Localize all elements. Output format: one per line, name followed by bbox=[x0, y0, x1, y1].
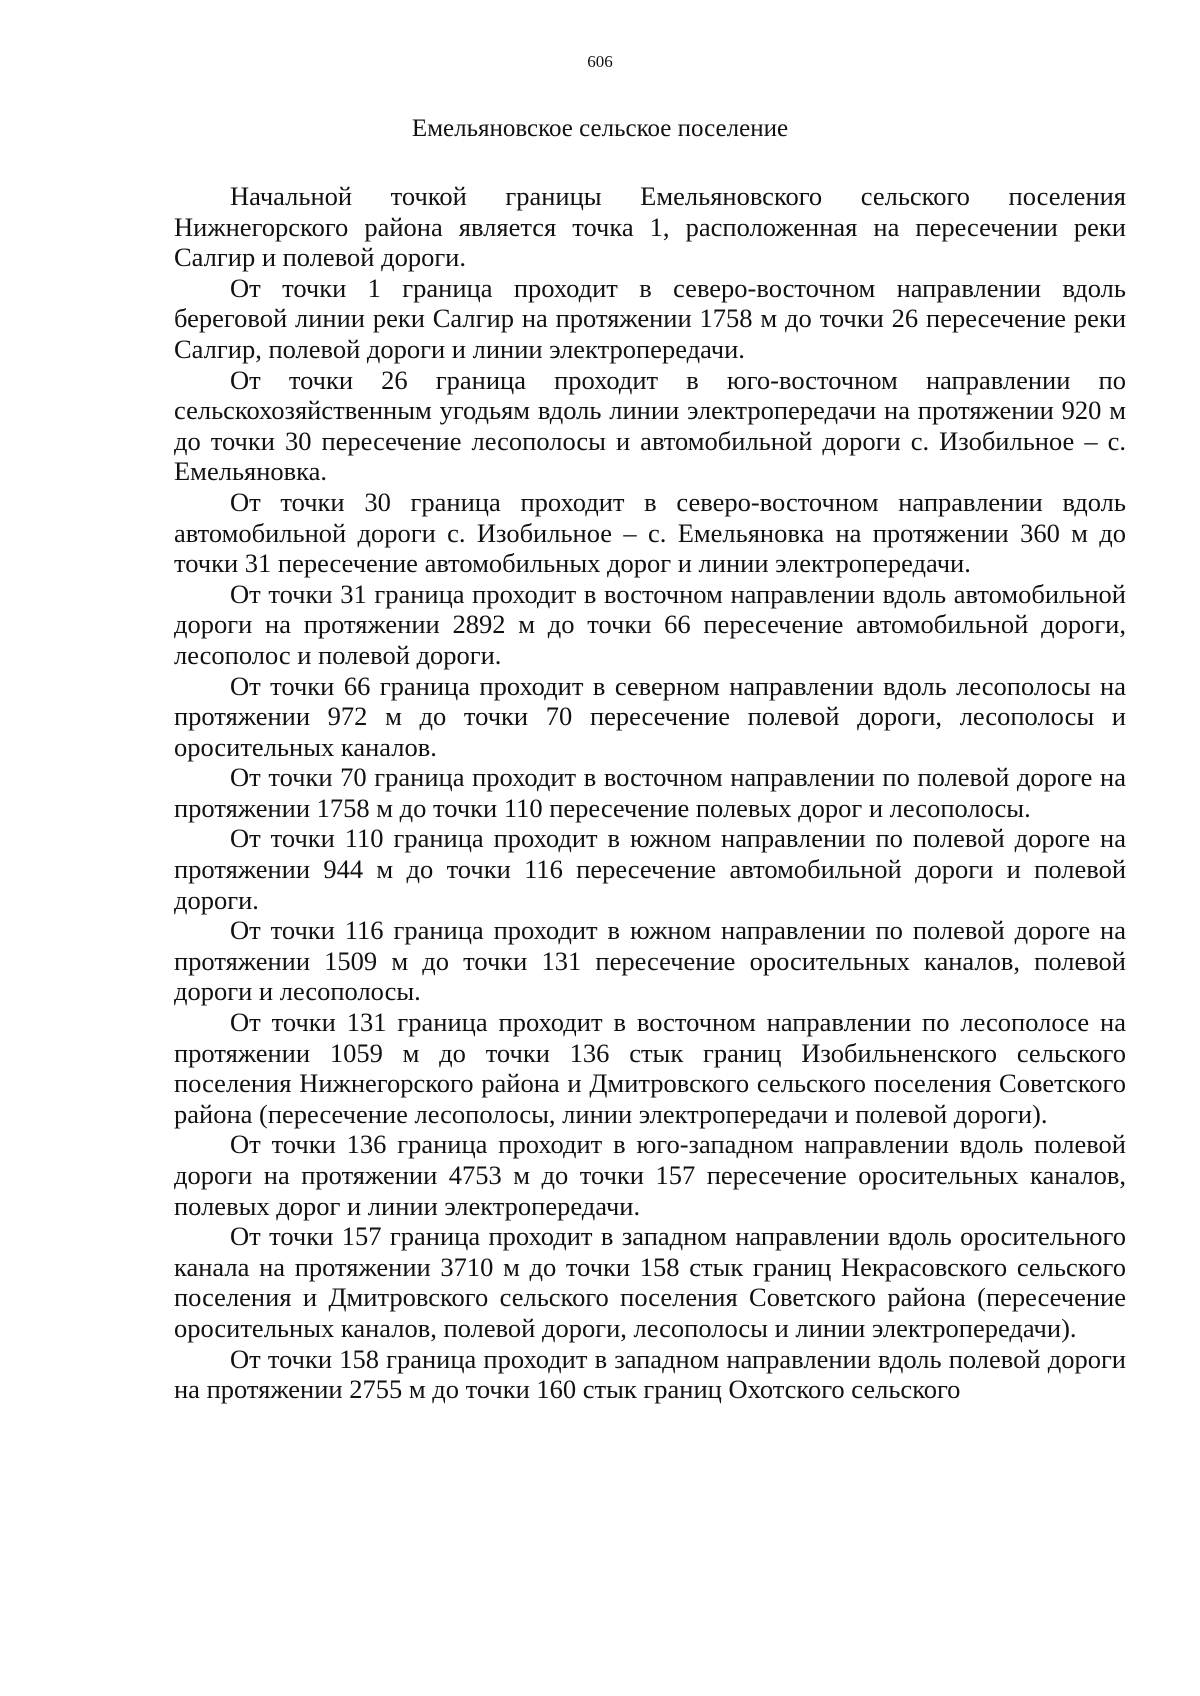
document-body bbox=[174, 181, 1126, 1405]
document-title: Емельяновское сельское поселение bbox=[411, 115, 789, 142]
paragraph: От точки 157 граница проходит в западном направлении вдоль оросительного канала на протяжении 3710 м до точки 158 стык границ Некрасовского сельского поселения и Дмитровского сельского поселения Советского района (пересечение оросительных каналов, полевой дороги, лесополосы и линии электропередачи). bbox=[174, 1221, 1126, 1343]
paragraph: От точки 136 граница проходит в юго-западном направлении вдоль полевой дороги на протяжении 4753 м до точки 157 пересечение оросительных каналов, полевых дорог и линии электропередачи. bbox=[174, 1129, 1126, 1221]
paragraph: От точки 31 граница проходит в восточном направлении вдоль автомобильной дороги на протяжении 2892 м до точки 66 пересечение автомобильной дороги, лесополос и полевой дороги. bbox=[174, 578, 1126, 670]
paragraph: От точки 1 граница проходит в северо-восточном направлении вдоль береговой линии реки Салгир на протяжении 1758 м до точки 26 пересечение реки Салгир, полевой дороги и линии электропередачи. bbox=[174, 272, 1126, 364]
paragraph: От точки 110 граница проходит в южном направлении по полевой дороге на протяжении 944 м до точки 116 пересечение автомобильной дороги и полевой дороги. bbox=[174, 823, 1126, 915]
page-number: 606 bbox=[587, 52, 613, 71]
paragraph: От точки 158 граница проходит в западном направлении вдоль полевой дороги на протяжении 2755 м до точки 160 стык границ Охотского сельского bbox=[174, 1343, 1126, 1405]
paragraph: От точки 66 граница проходит в северном направлении вдоль лесополосы на протяжении 972 м до точки 70 пересечение полевой дороги, лесополосы и оросительных каналов. bbox=[174, 670, 1126, 762]
paragraph: Начальной точкой границы Емельяновского сельского поселения Нижнегорского района является точка 1, расположенная на пересечении реки Салгир и полевой дороги. bbox=[174, 181, 1126, 273]
paragraph: От точки 116 граница проходит в южном направлении по полевой дороге на протяжении 1509 м до точки 131 пересечение оросительных каналов, полевой дороги и лесополосы. bbox=[174, 915, 1126, 1007]
paragraph: От точки 26 граница проходит в юго-восточном направлении по сельскохозяйственным угодьям вдоль линии электропередачи на протяжении 920 м до точки 30 пересечение лесополосы и автомобильной дороги с. Изобильное – с. Емельяновка. bbox=[174, 364, 1126, 487]
paragraph: От точки 70 граница проходит в восточном направлении по полевой дороге на протяжении 1758 м до точки 110 пересечение полевых дорог и лесополосы. bbox=[174, 762, 1126, 823]
paragraph: От точки 30 граница проходит в северо-восточном направлении вдоль автомобильной дороги с. Изобильное – с. Емельяновка на протяжении 360 м до точки 31 пересечение автомобильных дорог и линии электропередачи. bbox=[174, 486, 1126, 579]
paragraph: От точки 131 граница проходит в восточном направлении по лесополосе на протяжении 1059 м до точки 136 стык границ Изобильненского сельского поселения Нижнегорского района и Дмитровского сельского поселения Советского района (пересечение лесополосы, линии электропередачи и полевой дороги). bbox=[174, 1007, 1126, 1129]
